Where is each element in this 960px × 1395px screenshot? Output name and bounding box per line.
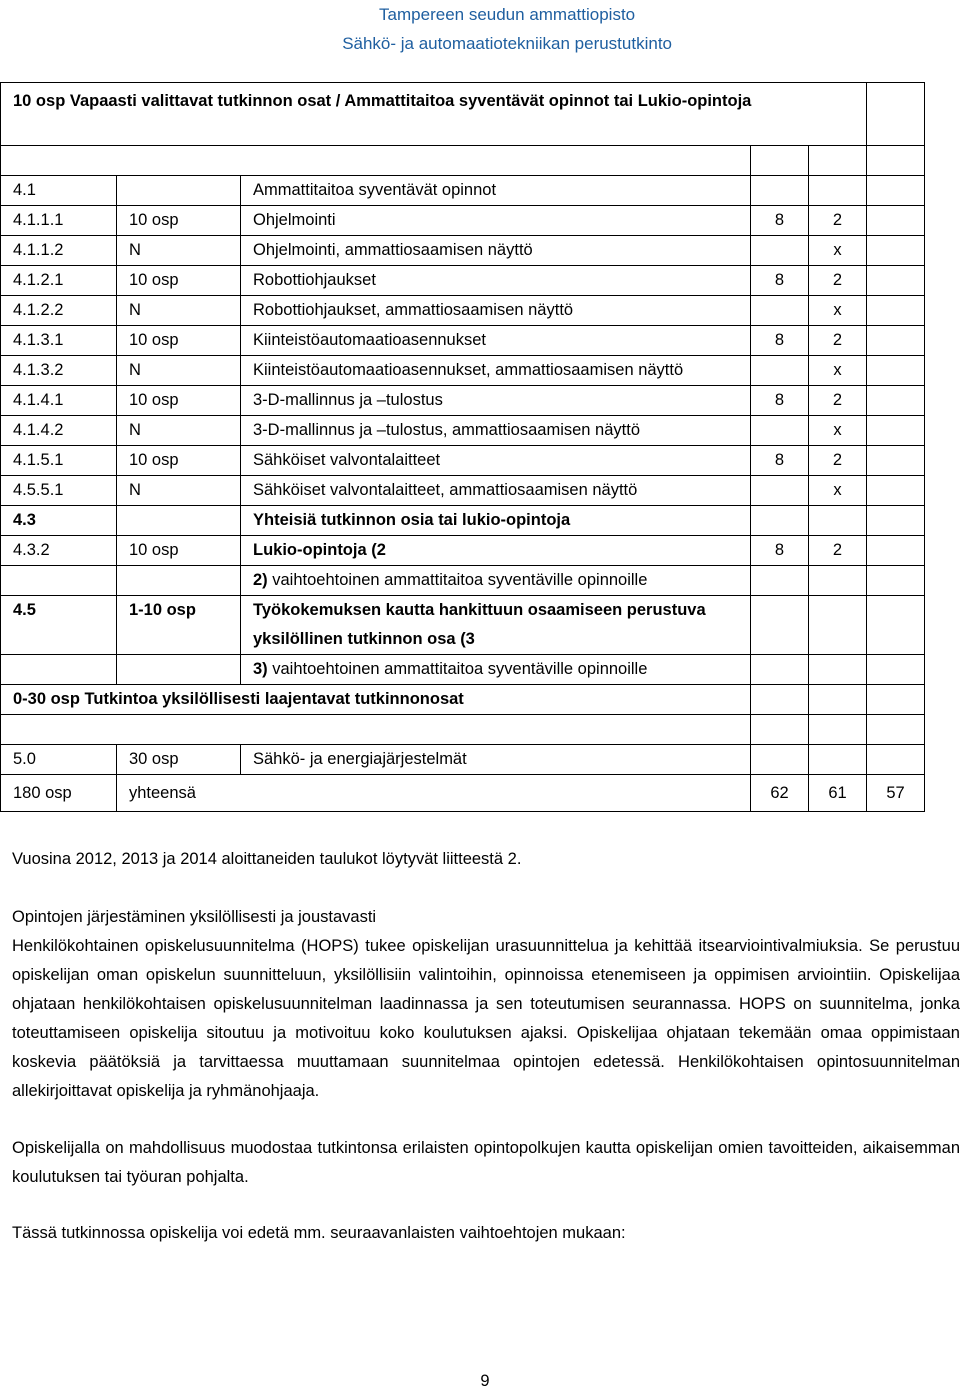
cell-name: Ohjelmointi, ammattiosaamisen näyttö	[241, 236, 751, 266]
cell-c1	[751, 176, 809, 206]
cell-code: 4.1.5.1	[1, 446, 117, 476]
table-row	[1, 176, 925, 206]
cell-c2: 2	[809, 446, 867, 476]
cell-c2: x	[809, 356, 867, 386]
hops-section	[12, 903, 960, 1106]
table-title-row	[1, 83, 925, 146]
row-4-5-note: 3) vaihtoehtoinen ammattitaitoa syventäville opinnoille	[1, 655, 925, 685]
cell-osp	[117, 176, 241, 206]
options-intro: Tässä tutkinnossa opiskelija voi edetä mm. seuraavanlaisten vaihtoehtojen mukaan:	[12, 1224, 626, 1242]
note-paragraph: Vuosina 2012, 2013 ja 2014 aloittaneiden taulukot löytyvät liitteestä 2.	[12, 850, 522, 868]
cell-c2: x	[809, 236, 867, 266]
cell-c1: 8	[751, 386, 809, 416]
cell-osp: N	[117, 356, 241, 386]
table-title: 10 osp Vapaasti valittavat tutkinnon osat / Ammattitaitoa syventävät opinnot tai Lukio-opintoja	[1, 83, 867, 146]
cell-c1: 8	[751, 206, 809, 236]
row-4-3-2-note: 2) vaihtoehtoinen ammattitaitoa syventäville opinnoille	[1, 566, 925, 596]
cell-c2: x	[809, 416, 867, 446]
cell-name: Robottiohjaukset, ammattiosaamisen näyttö	[241, 296, 751, 326]
cell-code: 4.1.2.2	[1, 296, 117, 326]
cell-name: Ohjelmointi	[241, 206, 751, 236]
section-4-3: 4.3 Yhteisiä tutkinnon osia tai lukio-opintoja	[1, 506, 925, 536]
cell-osp: 10 osp	[117, 386, 241, 416]
cell-osp: 10 osp	[117, 326, 241, 356]
table-row	[1, 446, 925, 476]
cell-c3	[867, 266, 925, 296]
cell-name: Ammattitaitoa syventävät opinnot	[241, 176, 751, 206]
study-table	[0, 82, 925, 812]
cell-c3	[867, 236, 925, 266]
cell-c1: 8	[751, 326, 809, 356]
cell-c3	[867, 296, 925, 326]
cell-name: Kiinteistöautomaatioasennukset, ammattiosaamisen näyttö	[241, 356, 751, 386]
header-degree: Sähkö- ja automaatiotekniikan perustutkinto	[342, 34, 672, 53]
page-header	[342, 0, 672, 58]
cell-c1: 8	[751, 266, 809, 296]
cell-c3	[867, 386, 925, 416]
table-row	[1, 266, 925, 296]
cell-osp: N	[117, 296, 241, 326]
cell-c1	[751, 356, 809, 386]
cell-c2: x	[809, 296, 867, 326]
cell-name: Sähköiset valvontalaitteet, ammattiosaamisen näyttö	[241, 476, 751, 506]
cell-c3	[867, 476, 925, 506]
section-heading: Opintojen järjestäminen yksilöllisesti ja joustavasti	[12, 908, 377, 926]
table-row	[1, 326, 925, 356]
cell-osp: 10 osp	[117, 206, 241, 236]
cell-name: Robottiohjaukset	[241, 266, 751, 296]
cell-c3	[867, 176, 925, 206]
cell-code: 4.1.2.1	[1, 266, 117, 296]
table-row	[1, 476, 925, 506]
cell-c2: 2	[809, 386, 867, 416]
cell-name: 3-D-mallinnus ja –tulostus, ammattiosaamisen näyttö	[241, 416, 751, 446]
cell-c2: 2	[809, 206, 867, 236]
table-row	[1, 416, 925, 446]
cell-c2: 2	[809, 326, 867, 356]
cell-osp: 10 osp	[117, 266, 241, 296]
cell-code: 4.1.4.1	[1, 386, 117, 416]
cell-code: 4.1	[1, 176, 117, 206]
cell-c2: 2	[809, 266, 867, 296]
row-4-5: 4.5 1-10 osp Työkokemuksen kautta hankittuun osaamiseen perustuva yksilöllinen tutkinnon osa (3	[1, 596, 925, 655]
row-5-0: 5.0 30 osp Sähkö- ja energiajärjestelmät	[1, 745, 925, 775]
cell-c3	[867, 416, 925, 446]
cell-code: 4.1.4.2	[1, 416, 117, 446]
cell-code: 4.5.5.1	[1, 476, 117, 506]
cell-name: 3-D-mallinnus ja –tulostus	[241, 386, 751, 416]
cell-code: 4.1.1.2	[1, 236, 117, 266]
cell-c3	[867, 356, 925, 386]
cell-c3	[867, 206, 925, 236]
cell-code: 4.1.3.1	[1, 326, 117, 356]
table-row	[1, 356, 925, 386]
study-paths-paragraph: Opiskelijalla on mahdollisuus muodostaa tutkintonsa erilaisten opintopolkujen kautta opiskelijan omien tavoitteiden, aikaisemman koulutuksen tai työuran pohjalta.	[12, 1139, 960, 1186]
total-row: 180 osp yhteensä 62 61 57	[1, 775, 925, 812]
cell-c2: x	[809, 476, 867, 506]
cell-osp: N	[117, 236, 241, 266]
cell-c3	[867, 446, 925, 476]
cell-c2	[809, 176, 867, 206]
cell-code: 4.1.3.2	[1, 356, 117, 386]
cell-c1: 8	[751, 446, 809, 476]
table-row	[1, 386, 925, 416]
cell-name: Kiinteistöautomaatioasennukset	[241, 326, 751, 356]
cell-code: 4.1.1.1	[1, 206, 117, 236]
page-number: 9	[480, 1372, 490, 1390]
cell-osp: N	[117, 476, 241, 506]
cell-c1	[751, 476, 809, 506]
cell-name: Sähköiset valvontalaitteet	[241, 446, 751, 476]
table-row	[1, 296, 925, 326]
cell-c1	[751, 236, 809, 266]
cell-osp: N	[117, 416, 241, 446]
table-row	[1, 236, 925, 266]
table-row	[1, 206, 925, 236]
cell-osp: 10 osp	[117, 446, 241, 476]
hops-paragraph: Henkilökohtainen opiskelusuunnitelma (HOPS) tukee opiskelijan urasuunnittelua ja kehittää itsearviointivalmiuksia. Se perustuu opiskelijan oman opiskelun suunnitteluun, yksilöllisiin valintoihin, opinnoissa etenemiseen ja oppimisen arviointiin. Opiskelijaa ohjataan henkilökohtaisen opiskelusuunnitelman laadinnassa ja sen toteutumisen seurannassa. HOPS on suunnitelma, jonka toteuttamiseen opiskelija sitoutuu ja motivoituu koko koulutuksen ajaksi. Opiskelijaa ohjataan tekemään omaa oppimistaan koskevia päätöksiä ja tarvittaessa muuttamaan suunnitelmaa opintojen edetessä. Henkilökohtaisen opintosuunnitelman allekirjoittavat opiskelija ja ryhmänohjaaja.	[12, 937, 960, 1100]
cell-c1	[751, 416, 809, 446]
row-4-3-2: 4.3.2 10 osp Lukio-opintoja (2 8 2	[1, 536, 925, 566]
cell-c1	[751, 296, 809, 326]
extend-row: 0-30 osp Tutkintoa yksilöllisesti laajentavat tutkinnonosat	[1, 685, 925, 715]
cell-c3	[867, 326, 925, 356]
header-school: Tampereen seudun ammattiopisto	[379, 5, 636, 24]
